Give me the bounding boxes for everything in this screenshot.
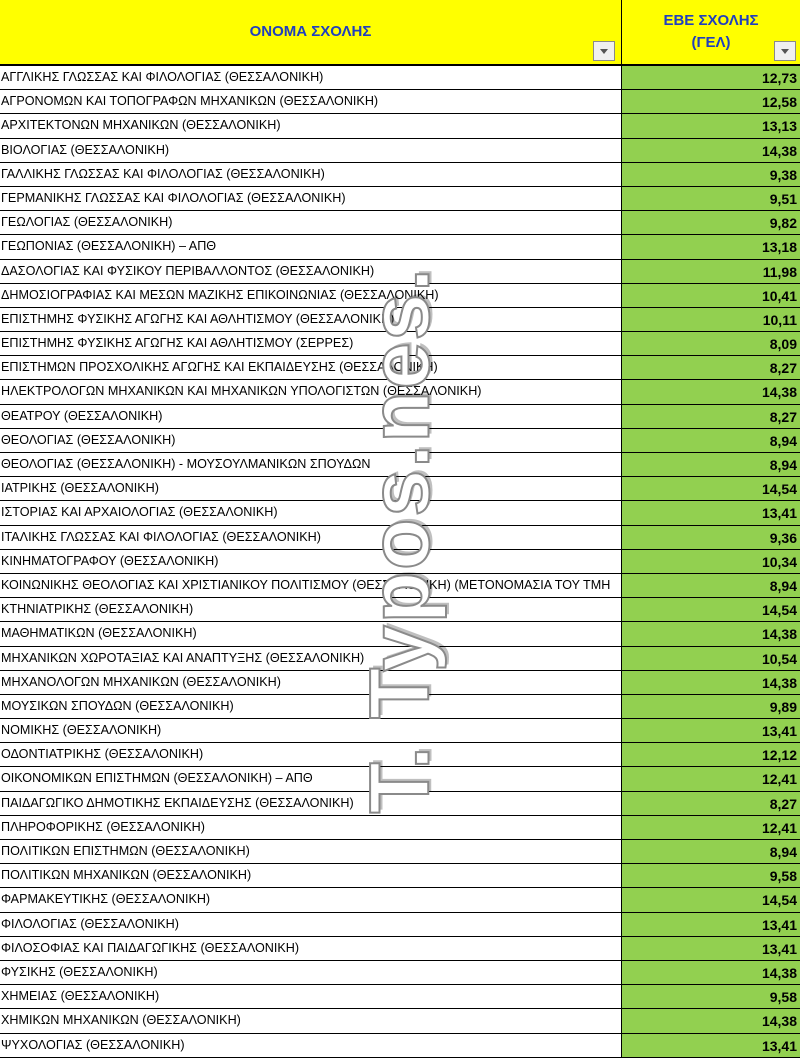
school-name-cell[interactable]: ΔΗΜΟΣΙΟΓΡΑΦΙΑΣ ΚΑΙ ΜΕΣΩΝ ΜΑΖΙΚΗΣ ΕΠΙΚΟΙΝΩΝΙΑΣ (ΘΕΣΣΑΛΟΝΙΚΗ): [0, 284, 622, 308]
school-name-cell[interactable]: ΚΟΙΝΩΝΙΚΗΣ ΘΕΟΛΟΓΙΑΣ ΚΑΙ ΧΡΙΣΤΙΑΝΙΚΟΥ ΠΟΛΙΤΙΣΜΟΥ (ΘΕΣΣΑΛΟΝΙΚΗ) (ΜΕΤΟΝΟΜΑΣΙΑ ΤΟΥ ΤΜΗ: [0, 574, 622, 598]
table-row: [0, 308, 800, 332]
score-cell[interactable]: 14,38: [622, 380, 800, 404]
table-row: [0, 695, 800, 719]
score-cell[interactable]: 8,94: [622, 429, 800, 453]
score-cell[interactable]: 14,38: [622, 961, 800, 985]
table-row: [0, 211, 800, 235]
table-row: [0, 429, 800, 453]
score-cell[interactable]: 13,41: [622, 937, 800, 961]
score-cell[interactable]: 11,98: [622, 260, 800, 284]
score-cell[interactable]: 13,18: [622, 235, 800, 259]
table-row: [0, 598, 800, 622]
score-cell[interactable]: 8,27: [622, 405, 800, 429]
filter-dropdown-icon[interactable]: [774, 41, 796, 61]
score-cell[interactable]: 13,41: [622, 719, 800, 743]
score-cell[interactable]: 8,09: [622, 332, 800, 356]
score-cell[interactable]: 10,41: [622, 284, 800, 308]
table-row: [0, 114, 800, 138]
score-cell[interactable]: 14,54: [622, 477, 800, 501]
column-header-score[interactable]: [622, 0, 800, 66]
score-cell[interactable]: 10,34: [622, 550, 800, 574]
table-row: [0, 985, 800, 1009]
school-name-cell[interactable]: ΦΥΣΙΚΗΣ (ΘΕΣΣΑΛΟΝΙΚΗ): [0, 961, 622, 985]
table-row: [0, 792, 800, 816]
score-cell[interactable]: 8,94: [622, 840, 800, 864]
school-name-cell[interactable]: ΜΟΥΣΙΚΩΝ ΣΠΟΥΔΩΝ (ΘΕΣΣΑΛΟΝΙΚΗ): [0, 695, 622, 719]
score-cell[interactable]: 12,73: [622, 66, 800, 90]
school-name-cell[interactable]: ΗΛΕΚΤΡΟΛΟΓΩΝ ΜΗΧΑΝΙΚΩΝ ΚΑΙ ΜΗΧΑΝΙΚΩΝ ΥΠΟΛΟΓΙΣΤΩΝ (ΘΕΣΣΑΛΟΝΙΚΗ): [0, 380, 622, 404]
table-row: [0, 477, 800, 501]
table-row: [0, 647, 800, 671]
school-name-cell[interactable]: ΓΕΩΛΟΓΙΑΣ (ΘΕΣΣΑΛΟΝΙΚΗ): [0, 211, 622, 235]
column-header-school-name[interactable]: [0, 0, 622, 66]
school-name-cell[interactable]: ΜΑΘΗΜΑΤΙΚΩΝ (ΘΕΣΣΑΛΟΝΙΚΗ): [0, 622, 622, 646]
school-name-cell[interactable]: ΚΙΝΗΜΑΤΟΓΡΑΦΟΥ (ΘΕΣΣΑΛΟΝΙΚΗ): [0, 550, 622, 574]
score-cell[interactable]: 14,38: [622, 1009, 800, 1033]
table-row: [0, 937, 800, 961]
table-row: [0, 332, 800, 356]
score-cell[interactable]: 12,41: [622, 767, 800, 791]
school-name-cell[interactable]: ΕΠΙΣΤΗΜΩΝ ΠΡΟΣΧΟΛΙΚΗΣ ΑΓΩΓΗΣ ΚΑΙ ΕΚΠΑΙΔΕΥΣΗΣ (ΘΕΣΣΑΛΟΝΙΚΗ): [0, 356, 622, 380]
school-name-cell[interactable]: ΦΑΡΜΑΚΕΥΤΙΚΗΣ (ΘΕΣΣΑΛΟΝΙΚΗ): [0, 888, 622, 912]
table-row: [0, 816, 800, 840]
school-name-cell[interactable]: ΔΑΣΟΛΟΓΙΑΣ ΚΑΙ ΦΥΣΙΚΟΥ ΠΕΡΙΒΑΛΛΟΝΤΟΣ (ΘΕΣΣΑΛΟΝΙΚΗ): [0, 260, 622, 284]
column-header-score-line2: (ΓΕΛ): [691, 34, 731, 51]
school-name-cell[interactable]: ΨΥΧΟΛΟΓΙΑΣ (ΘΕΣΣΑΛΟΝΙΚΗ): [0, 1034, 622, 1058]
school-name-cell[interactable]: ΓΑΛΛΙΚΗΣ ΓΛΩΣΣΑΣ ΚΑΙ ΦΙΛΟΛΟΓΙΑΣ (ΘΕΣΣΑΛΟΝΙΚΗ): [0, 163, 622, 187]
score-cell[interactable]: 8,27: [622, 356, 800, 380]
table-row: [0, 913, 800, 937]
score-cell[interactable]: 12,58: [622, 90, 800, 114]
table-row: [0, 284, 800, 308]
table-row: [0, 550, 800, 574]
school-name-cell[interactable]: ΙΣΤΟΡΙΑΣ ΚΑΙ ΑΡΧΑΙΟΛΟΓΙΑΣ (ΘΕΣΣΑΛΟΝΙΚΗ): [0, 501, 622, 525]
table-row: [0, 1034, 800, 1058]
table-row: [0, 187, 800, 211]
school-name-cell[interactable]: ΓΕΡΜΑΝΙΚΗΣ ΓΛΩΣΣΑΣ ΚΑΙ ΦΙΛΟΛΟΓΙΑΣ (ΘΕΣΣΑΛΟΝΙΚΗ): [0, 187, 622, 211]
table-row: [0, 405, 800, 429]
score-cell[interactable]: 10,54: [622, 647, 800, 671]
score-cell[interactable]: 10,11: [622, 308, 800, 332]
table-row: [0, 622, 800, 646]
school-name-cell[interactable]: ΜΗΧΑΝΟΛΟΓΩΝ ΜΗΧΑΝΙΚΩΝ (ΘΕΣΣΑΛΟΝΙΚΗ): [0, 671, 622, 695]
table-row: [0, 501, 800, 525]
school-name-cell[interactable]: ΙΑΤΡΙΚΗΣ (ΘΕΣΣΑΛΟΝΙΚΗ): [0, 477, 622, 501]
school-name-cell[interactable]: ΧΗΜΙΚΩΝ ΜΗΧΑΝΙΚΩΝ (ΘΕΣΣΑΛΟΝΙΚΗ): [0, 1009, 622, 1033]
table-row: [0, 66, 800, 90]
score-cell[interactable]: 8,94: [622, 453, 800, 477]
school-name-cell[interactable]: ΧΗΜΕΙΑΣ (ΘΕΣΣΑΛΟΝΙΚΗ): [0, 985, 622, 1009]
score-cell[interactable]: 9,36: [622, 526, 800, 550]
school-name-cell[interactable]: ΑΓΡΟΝΟΜΩΝ ΚΑΙ ΤΟΠΟΓΡΑΦΩΝ ΜΗΧΑΝΙΚΩΝ (ΘΕΣΣΑΛΟΝΙΚΗ): [0, 90, 622, 114]
score-cell[interactable]: 14,38: [622, 671, 800, 695]
table-row: [0, 840, 800, 864]
score-cell[interactable]: 9,89: [622, 695, 800, 719]
score-cell[interactable]: 9,38: [622, 163, 800, 187]
table-row: [0, 864, 800, 888]
table-row: [0, 163, 800, 187]
school-name-cell[interactable]: ΒΙΟΛΟΓΙΑΣ (ΘΕΣΣΑΛΟΝΙΚΗ): [0, 139, 622, 163]
school-name-cell[interactable]: ΘΕΟΛΟΓΙΑΣ (ΘΕΣΣΑΛΟΝΙΚΗ) - ΜΟΥΣΟΥΛΜΑΝΙΚΩΝ ΣΠΟΥΔΩΝ: [0, 453, 622, 477]
table-row: [0, 888, 800, 912]
school-name-cell[interactable]: ΕΠΙΣΤΗΜΗΣ ΦΥΣΙΚΗΣ ΑΓΩΓΗΣ ΚΑΙ ΑΘΛΗΤΙΣΜΟΥ (ΣΕΡΡΕΣ): [0, 332, 622, 356]
school-name-cell[interactable]: ΠΟΛΙΤΙΚΩΝ ΕΠΙΣΤΗΜΩΝ (ΘΕΣΣΑΛΟΝΙΚΗ): [0, 840, 622, 864]
table-row: [0, 671, 800, 695]
table-row: [0, 961, 800, 985]
table-row: [0, 90, 800, 114]
score-cell[interactable]: 9,58: [622, 864, 800, 888]
score-cell[interactable]: 9,58: [622, 985, 800, 1009]
table-row: [0, 235, 800, 259]
table-body: [0, 66, 800, 1058]
school-name-cell[interactable]: ΑΓΓΛΙΚΗΣ ΓΛΩΣΣΑΣ ΚΑΙ ΦΙΛΟΛΟΓΙΑΣ (ΘΕΣΣΑΛΟΝΙΚΗ): [0, 66, 622, 90]
school-name-cell[interactable]: ΠΟΛΙΤΙΚΩΝ ΜΗΧΑΝΙΚΩΝ (ΘΕΣΣΑΛΟΝΙΚΗ): [0, 864, 622, 888]
table-row: [0, 380, 800, 404]
school-name-cell[interactable]: ΦΙΛΟΛΟΓΙΑΣ (ΘΕΣΣΑΛΟΝΙΚΗ): [0, 913, 622, 937]
watermark: T. Typos.nes.: [352, 266, 447, 814]
school-name-cell[interactable]: ΜΗΧΑΝΙΚΩΝ ΧΩΡΟΤΑΞΙΑΣ ΚΑΙ ΑΝΑΠΤΥΞΗΣ (ΘΕΣΣΑΛΟΝΙΚΗ): [0, 647, 622, 671]
table-row: [0, 719, 800, 743]
school-name-cell[interactable]: ΘΕΑΤΡΟΥ (ΘΕΣΣΑΛΟΝΙΚΗ): [0, 405, 622, 429]
school-name-cell[interactable]: ΘΕΟΛΟΓΙΑΣ (ΘΕΣΣΑΛΟΝΙΚΗ): [0, 429, 622, 453]
school-name-cell[interactable]: ΟΔΟΝΤΙΑΤΡΙΚΗΣ (ΘΕΣΣΑΛΟΝΙΚΗ): [0, 743, 622, 767]
school-name-cell[interactable]: ΦΙΛΟΣΟΦΙΑΣ ΚΑΙ ΠΑΙΔΑΓΩΓΙΚΗΣ (ΘΕΣΣΑΛΟΝΙΚΗ): [0, 937, 622, 961]
school-name-cell[interactable]: ΕΠΙΣΤΗΜΗΣ ΦΥΣΙΚΗΣ ΑΓΩΓΗΣ ΚΑΙ ΑΘΛΗΤΙΣΜΟΥ (ΘΕΣΣΑΛΟΝΙΚΗ): [0, 308, 622, 332]
table-row: [0, 526, 800, 550]
table-row: [0, 139, 800, 163]
school-name-cell[interactable]: ΚΤΗΝΙΑΤΡΙΚΗΣ (ΘΕΣΣΑΛΟΝΙΚΗ): [0, 598, 622, 622]
table-row: [0, 453, 800, 477]
table-row: [0, 743, 800, 767]
score-cell[interactable]: 8,27: [622, 792, 800, 816]
table-row: [0, 356, 800, 380]
score-cell[interactable]: 13,41: [622, 501, 800, 525]
score-cell[interactable]: 12,12: [622, 743, 800, 767]
table-row: [0, 1009, 800, 1033]
table-row: [0, 574, 800, 598]
score-cell[interactable]: 14,38: [622, 622, 800, 646]
score-cell[interactable]: 8,94: [622, 574, 800, 598]
table-row: [0, 767, 800, 791]
column-header-score-line1: ΕΒΕ ΣΧΟΛΗΣ: [663, 12, 759, 29]
filter-dropdown-icon[interactable]: [593, 41, 615, 61]
score-cell[interactable]: 13,13: [622, 114, 800, 138]
score-cell[interactable]: 12,41: [622, 816, 800, 840]
score-cell[interactable]: 13,41: [622, 913, 800, 937]
column-header-school-name-label: ΟΝΟΜΑ ΣΧΟΛΗΣ: [249, 23, 372, 40]
table-row: [0, 260, 800, 284]
school-name-cell[interactable]: ΙΤΑΛΙΚΗΣ ΓΛΩΣΣΑΣ ΚΑΙ ΦΙΛΟΛΟΓΙΑΣ (ΘΕΣΣΑΛΟΝΙΚΗ): [0, 526, 622, 550]
score-cell[interactable]: 14,38: [622, 139, 800, 163]
school-name-cell[interactable]: ΠΑΙΔΑΓΩΓΙΚΟ ΔΗΜΟΤΙΚΗΣ ΕΚΠΑΙΔΕΥΣΗΣ (ΘΕΣΣΑΛΟΝΙΚΗ): [0, 792, 622, 816]
score-cell[interactable]: 13,41: [622, 1034, 800, 1058]
score-cell[interactable]: 14,54: [622, 598, 800, 622]
score-cell[interactable]: 9,82: [622, 211, 800, 235]
school-name-cell[interactable]: ΑΡΧΙΤΕΚΤΟΝΩΝ ΜΗΧΑΝΙΚΩΝ (ΘΕΣΣΑΛΟΝΙΚΗ): [0, 114, 622, 138]
school-name-cell[interactable]: ΓΕΩΠΟΝΙΑΣ (ΘΕΣΣΑΛΟΝΙΚΗ) – ΑΠΘ: [0, 235, 622, 259]
school-name-cell[interactable]: ΟΙΚΟΝΟΜΙΚΩΝ ΕΠΙΣΤΗΜΩΝ (ΘΕΣΣΑΛΟΝΙΚΗ) – ΑΠΘ: [0, 767, 622, 791]
score-cell[interactable]: 9,51: [622, 187, 800, 211]
score-cell[interactable]: 14,54: [622, 888, 800, 912]
school-name-cell[interactable]: ΝΟΜΙΚΗΣ (ΘΕΣΣΑΛΟΝΙΚΗ): [0, 719, 622, 743]
school-name-cell[interactable]: ΠΛΗΡΟΦΟΡΙΚΗΣ (ΘΕΣΣΑΛΟΝΙΚΗ): [0, 816, 622, 840]
